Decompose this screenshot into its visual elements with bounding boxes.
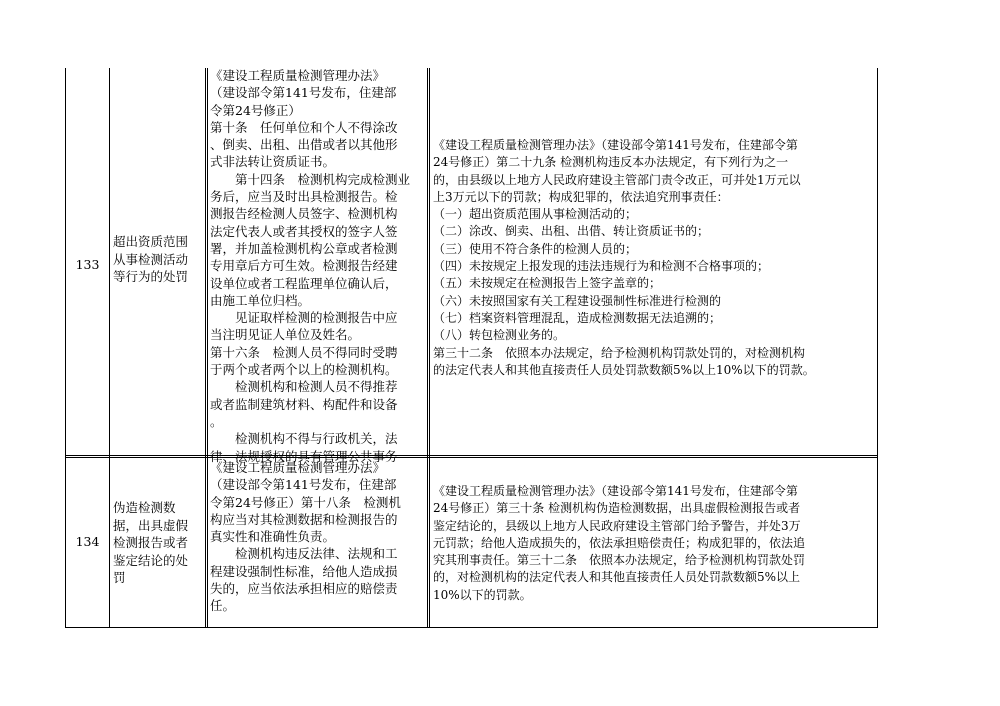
column-divider bbox=[109, 68, 110, 628]
column-divider bbox=[207, 68, 208, 628]
penalty-provision: 《建设工程质量检测管理办法》（建设部令第141号发布，住建部令第 24号修正）第三十条 检测机构伪造检测数据，出具虚假检测报告或者 鉴定结论的，县级以上地方人民政府建设主管部门给予警告，并处3万 元罚款；给他人造成损失的，依法承担赔偿责任；构成犯罪的，依法追 究其刑事责任。第三十二条 依照本办法规定，给予检测机构罚款处罚 的，对检测机构的法定代表人和其他直接责任人员处罚款数额5%以上 10%以下的罚款。 bbox=[433, 484, 806, 602]
row-number: 134 bbox=[75, 534, 100, 549]
legal-basis: 《建设工程质量检测管理办法》 （建设部令第141号发布，住建部 令第24号修正）第十八条 检测机 构应当对其检测数据和检测报告的 真实性和准确性负责。 检测机构违反法律、法规和工 程建设强制性标准，给他人造成损 失的，应当依法承担相应的赔偿责 任。 bbox=[210, 460, 401, 614]
item-name: 伪造检测数 据，出具虚假 检测报告或者 鉴定结论的处 罚 bbox=[113, 500, 189, 585]
row-number: 133 bbox=[75, 257, 100, 272]
column-divider bbox=[427, 68, 428, 628]
column-divider bbox=[429, 68, 430, 628]
column-divider bbox=[205, 68, 206, 628]
penalty-provision: 《建设工程质量检测管理办法》（建设部令第141号发布，住建部令第 24号修正）第二十九条 检测机构违反本办法规定，有下列行为之一 的，由县级以上地方人民政府建设主管部门责令改正，可并处1万元以 上3万元以下的罚款；构成犯罪的，依法追究刑事责任： （一）超出资质范围从事检测活动的； （二）涂改、倒卖、出租、出借、转让资质证书的； （三）使用不符合条件的检测人员的； （四）未按规定上报发现的违法违规行为和检测不合格事项的； （五）未按规定在检测报告上签字盖章的； （六）未按照国家有关工程建设强制性标准进行检测的 （七）档案资料管理混乱，造成检测数据无法追溯的； （八）转包检测业务的。 第三十二条 依照本办法规定，给予检测机构罚款处罚的，对检测机构 的法定代表人和其他直接责任人员处罚款数额5%以上10%以下的罚款。 bbox=[433, 138, 815, 377]
item-name: 超出资质范围 从事检测活动 等行为的处罚 bbox=[113, 234, 189, 284]
row-divider bbox=[65, 455, 878, 456]
legal-basis: 《建设工程质量检测管理办法》 （建设部令第141号发布，住建部 令第24号修正） 第十条 任何单位和个人不得涂改 、倒卖、出租、出借或者以其他形 式非法转让资质证书。 第十四条 检测机构完成检测业 务后，应当及时出具检测报告。检 测报告经检测人员签字、检测机构 法定代表人或者其授权的签字人签 署，并加盖检测机构公章或者检测 专用章后方可生效。检测报告经建 设单位或者工程监理单位确认后， 由施工单位归档。 见证取样检测的检测报告中应 当注明见证人单位及姓名。 第十六条 检测人员不得同时受聘 于两个或者两个以上的检测机构。 检测机构和检测人员不得推荐 或者监制建筑材料、构配件和设备 。 检测机构不得与行政机关，法 律、法规授权的具有管理公共事务 bbox=[210, 68, 411, 464]
table-border-right bbox=[877, 68, 878, 628]
table-border-bottom bbox=[65, 627, 878, 628]
row-divider bbox=[65, 457, 878, 458]
